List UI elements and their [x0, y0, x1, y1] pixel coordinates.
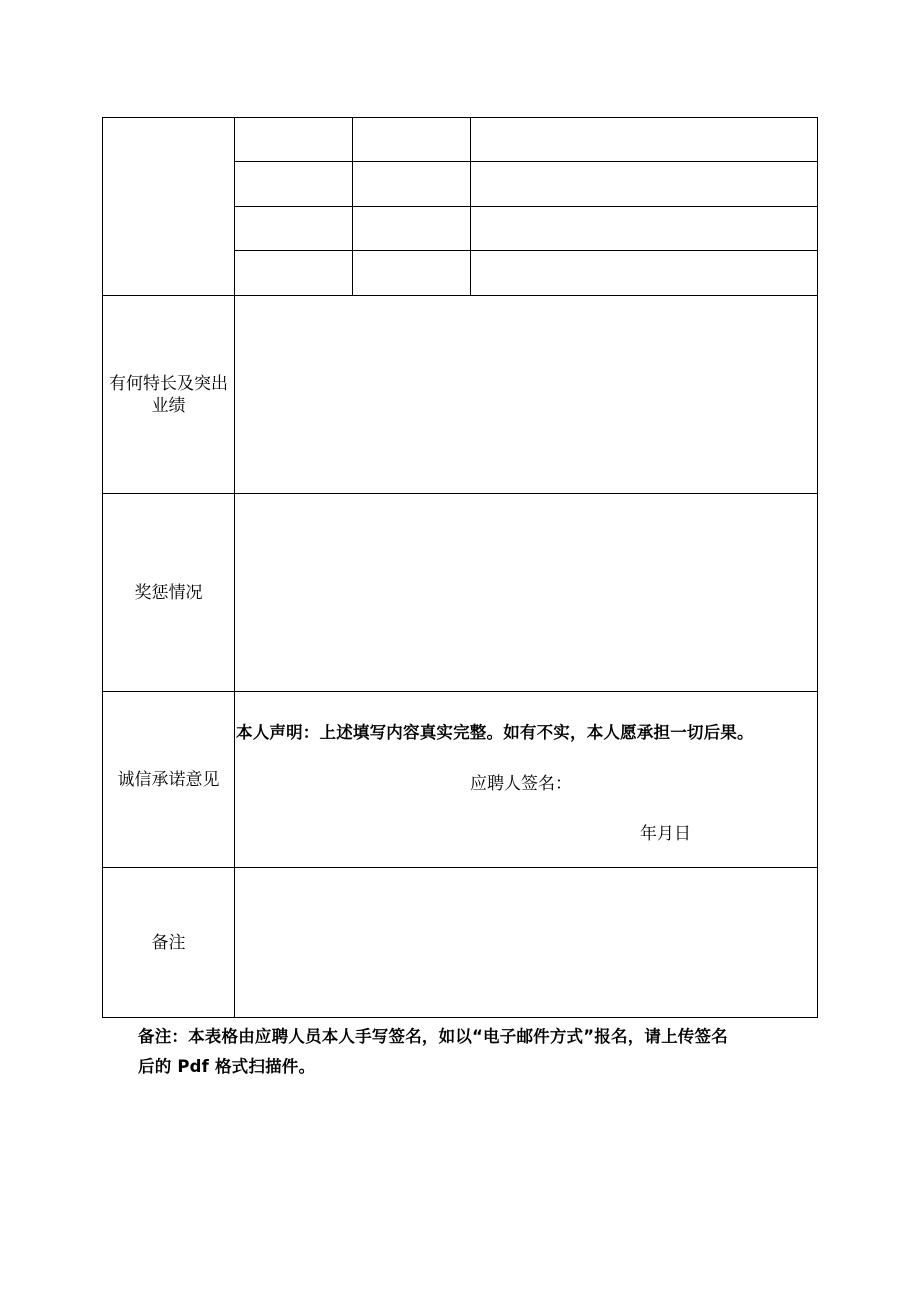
experience-cell[interactable]	[353, 207, 470, 250]
experience-cell[interactable]	[235, 207, 352, 250]
experience-cell[interactable]	[235, 251, 352, 295]
experience-cell[interactable]	[471, 207, 817, 250]
experience-cell[interactable]	[471, 251, 817, 295]
remarks-label-text: 备注	[151, 932, 186, 953]
table-border-right	[817, 117, 818, 1018]
date-label: 年月日	[640, 824, 691, 844]
footnote-line-1: 备注：本表格由应聘人员本人手写签名，如以“电子邮件方式”报名，请上传签名	[138, 1027, 728, 1046]
integrity-declaration: 本人声明：上述填写内容真实完整。如有不实，本人愿承担一切后果。	[236, 723, 754, 742]
specialties-field[interactable]	[235, 296, 817, 493]
experience-cell[interactable]	[235, 162, 352, 206]
experience-cell[interactable]	[353, 162, 470, 206]
experience-cell[interactable]	[353, 118, 470, 161]
awards-field[interactable]	[235, 494, 817, 691]
integrity-label	[103, 692, 234, 867]
specialties-label-text: 有何特长及突出业绩	[109, 373, 228, 416]
awards-label	[103, 494, 234, 691]
signature-label: 应聘人签名：	[470, 774, 572, 794]
remarks-field[interactable]	[235, 868, 817, 1017]
experience-cell[interactable]	[471, 162, 817, 206]
awards-label-text: 奖惩情况	[134, 582, 203, 603]
experience-cell[interactable]	[235, 118, 352, 161]
table-border-bottom	[102, 1017, 818, 1018]
footnote-line-2: 后的 Pdf 格式扫描件。	[138, 1057, 316, 1076]
remarks-label	[103, 868, 234, 1017]
experience-cell[interactable]	[353, 251, 470, 295]
integrity-label-text: 诚信承诺意见	[117, 769, 220, 790]
specialties-label	[103, 296, 234, 493]
experience-cell[interactable]	[471, 118, 817, 161]
